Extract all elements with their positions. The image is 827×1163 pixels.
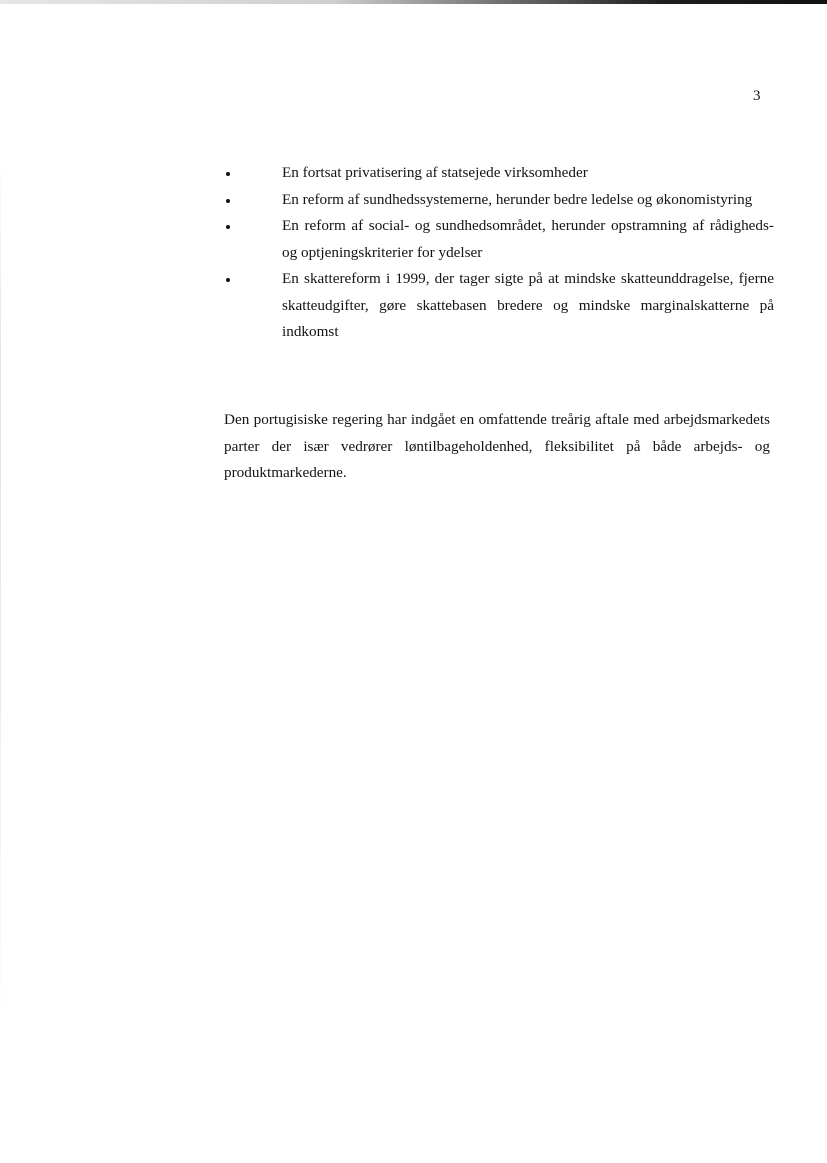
bullet-text: En reform af sundhedssystemerne, herunder bedre ledelse og økonomistyring [282,190,753,208]
scan-edge-top [0,0,827,4]
bullet-text: En skattereform i 1999, der tager sigte på at mindske skatteunddragelse, fjerne skatteudgifter, gøre skattebasen bredere og mindske marginalskatterne på indkomst [282,270,774,340]
bullet-icon [226,225,230,229]
bullet-icon [226,278,230,282]
bullet-item-health-reform [222,187,774,214]
page-number: 3 [753,88,761,104]
bullet-list [222,160,774,346]
bullet-item-tax-reform [222,266,774,346]
bullet-item-privatisation [222,160,774,187]
bullet-item-social-reform [222,213,774,266]
body-paragraph: Den portugisiske regering har indgået en omfattende treårig aftale med arbejdsmarkedets parter der især vedrører løntilbageholdenhed, fleksibilitet på både arbejds- og produktmarkederne. [224,411,770,481]
scan-edge-left [0,150,1,1050]
bullet-text: En reform af social- og sundhedsområdet, herunder opstramning af rådigheds- og optjeningskriterier for ydelser [282,217,774,261]
bullet-text: En fortsat privatisering af statsejede virksomheder [282,164,588,181]
bullet-icon [226,172,230,176]
bullet-icon [226,199,230,203]
